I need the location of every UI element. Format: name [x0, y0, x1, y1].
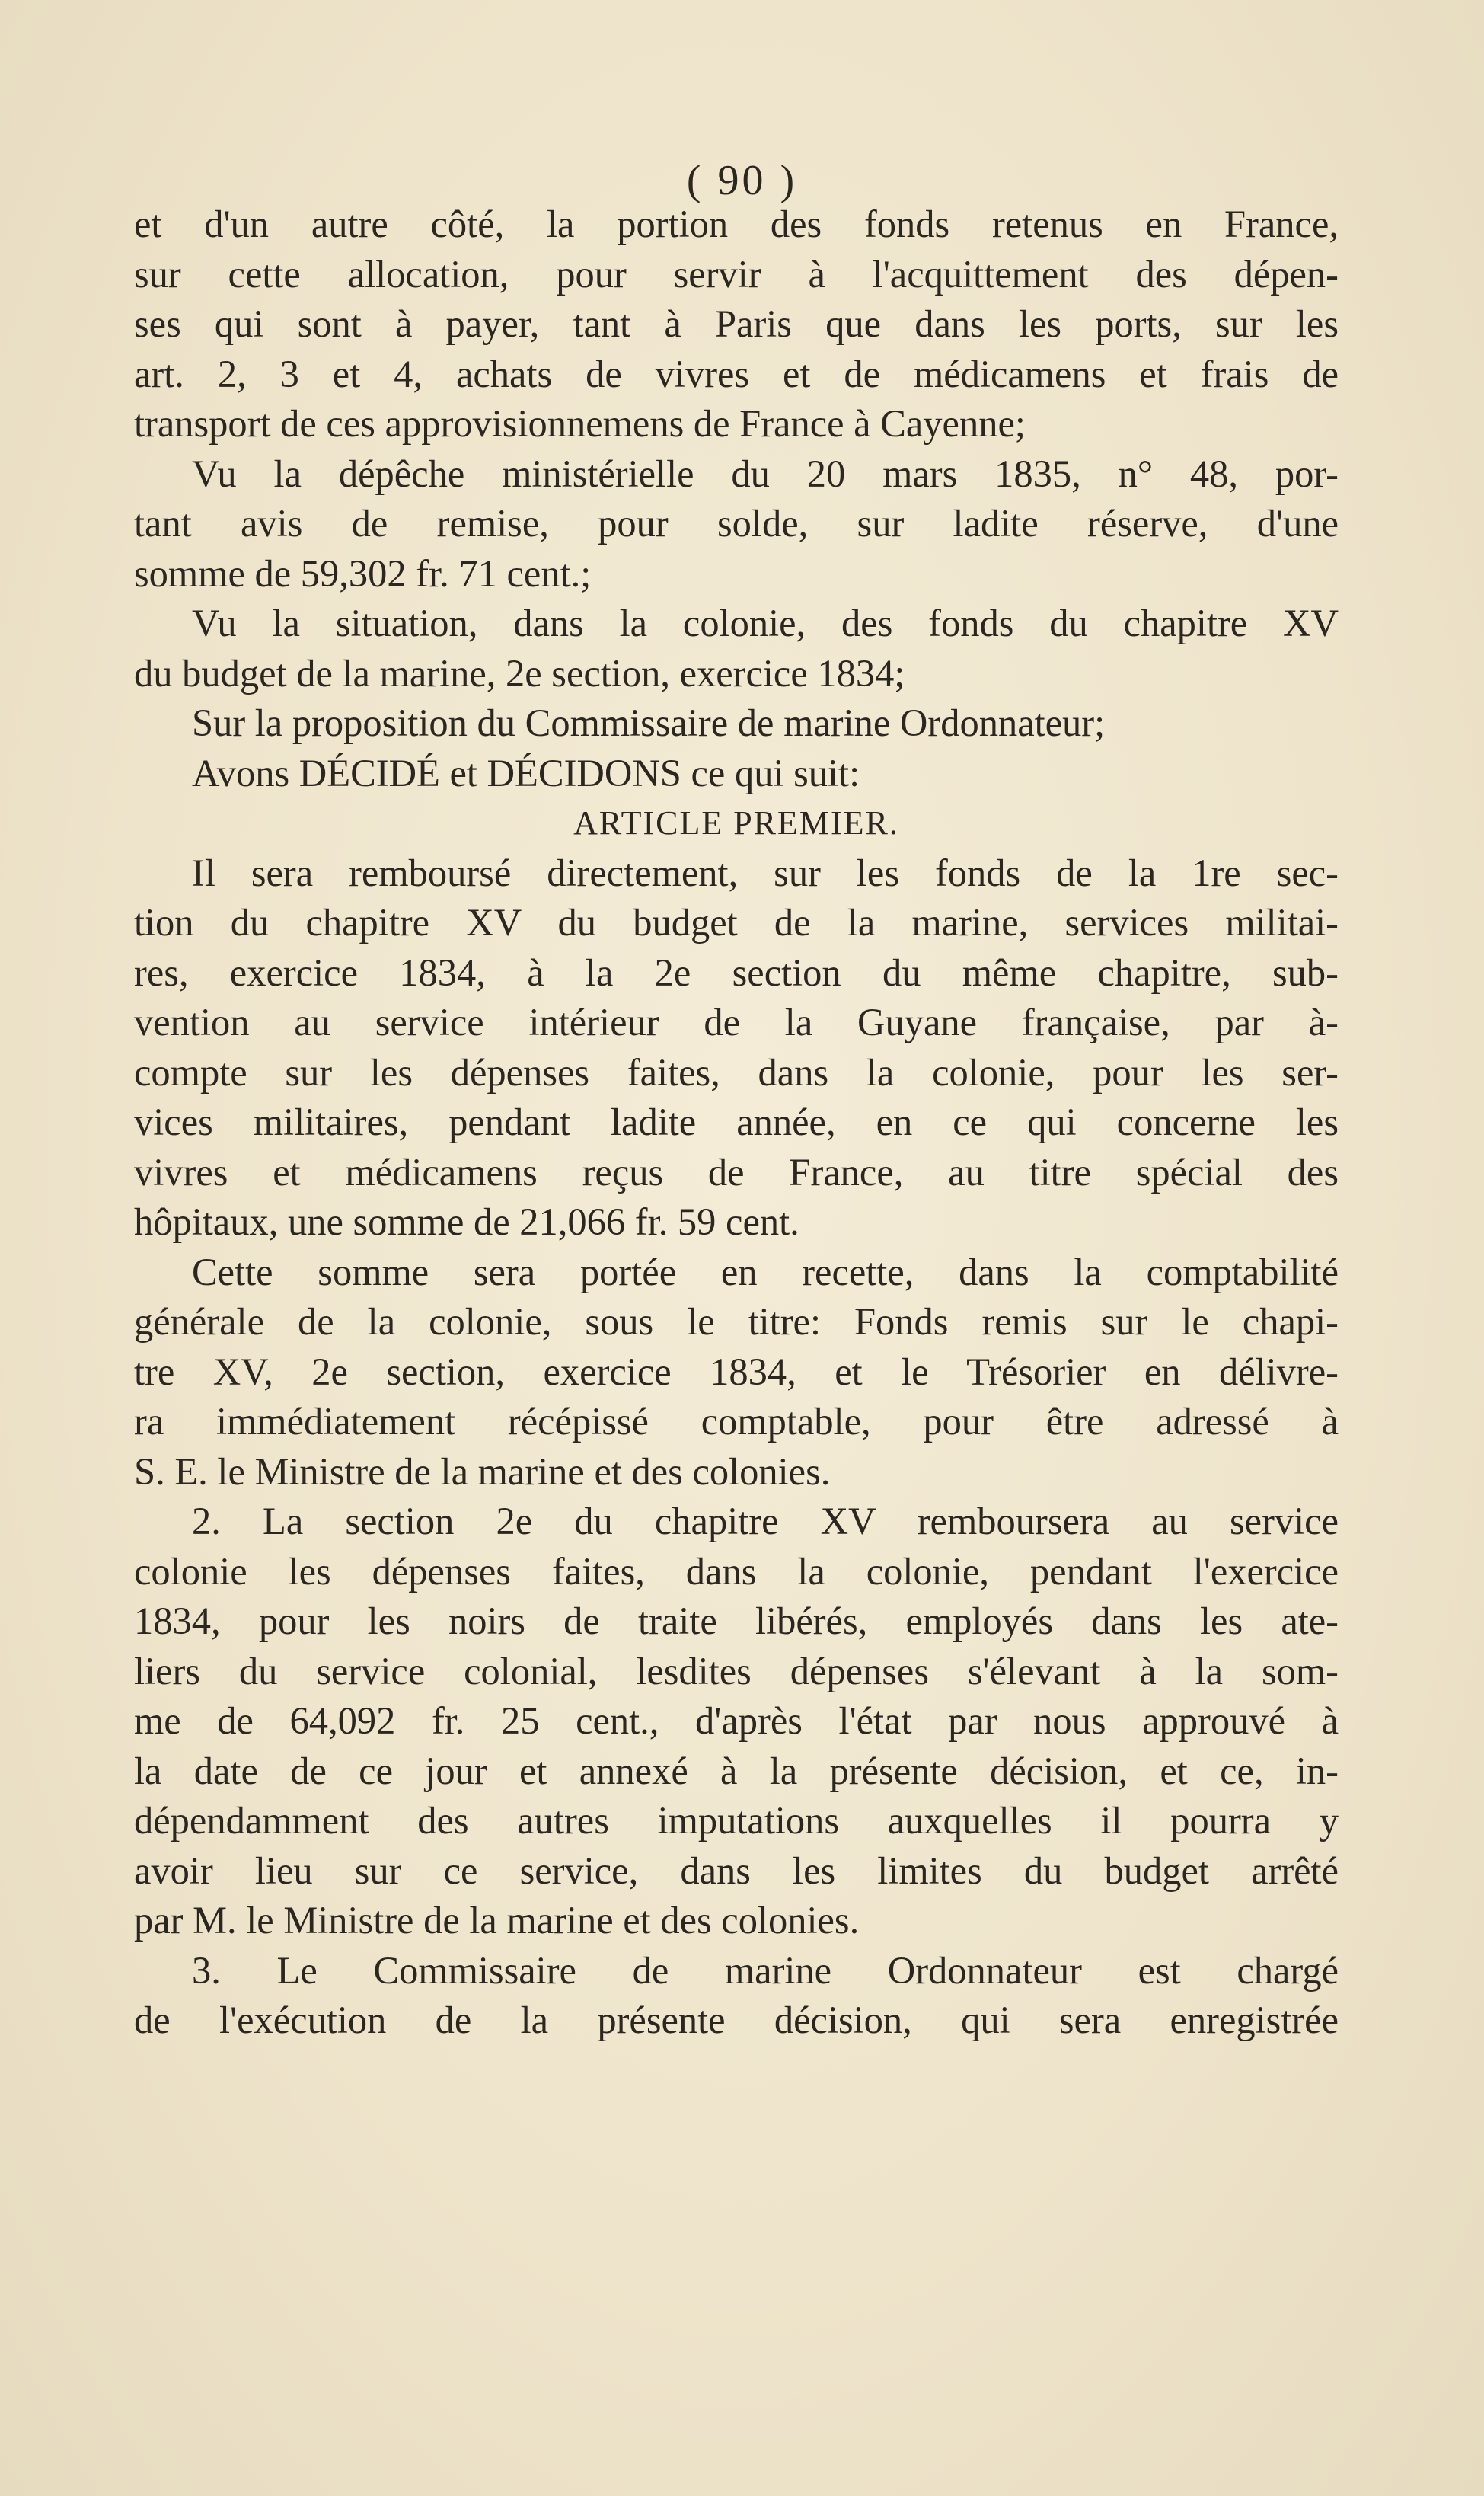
text-line: ses qui sont à payer, tant à Paris que dans les ports, sur les [134, 302, 1339, 345]
text-line: et d'un autre côté, la portion des fonds retenus en France, [134, 203, 1339, 245]
text-line: du budget de la marine, 2e section, exercice 1834; [134, 651, 905, 695]
text-line: tion du chapitre XV du budget de la marine, services militai- [134, 901, 1339, 944]
page-number: ( 90 ) [686, 157, 798, 204]
text-line: générale de la colonie, sous le titre: Fonds remis sur le chapi- [134, 1300, 1339, 1343]
text-line: avoir lieu sur ce service, dans les limites du budget arrêté [134, 1849, 1339, 1892]
text-line: liers du service colonial, lesdites dépenses s'élevant à la som- [134, 1649, 1339, 1692]
text-line: art. 2, 3 et 4, achats de vivres et de médicamens et frais de [134, 352, 1339, 395]
text-line: vices militaires, pendant ladite année, en ce qui concerne les [134, 1101, 1339, 1143]
text-line: de l'exécution de la présente décision, qui sera enregistrée [134, 1999, 1339, 2041]
text-line: S. E. le Ministre de la marine et des colonies. [134, 1449, 831, 1493]
text-line: colonie les dépenses faites, dans la colonie, pendant l'exercice [134, 1549, 1339, 1593]
body-text [134, 200, 1339, 2046]
text-line: 3. Le Commissaire de marine Ordonnateur est chargé [192, 1948, 1339, 1992]
text-line: 2. La section 2e du chapitre XV remboursera au service [192, 1500, 1339, 1542]
text-line: ra immédiatement récépissé comptable, pour être adressé à [134, 1400, 1339, 1443]
text-line: hôpitaux, une somme de 21,066 fr. 59 cent. [134, 1200, 799, 1243]
text-line: Cette somme sera portée en recette, dans la comptabilité [192, 1250, 1339, 1293]
text-line: tant avis de remise, pour solde, sur ladite réserve, d'une [134, 502, 1339, 545]
text-line: Vu la dépêche ministérielle du 20 mars 1835, n° 48, por- [192, 452, 1339, 495]
article-heading: ARTICLE PREMIER. [573, 804, 899, 842]
text-line: Il sera remboursé directement, sur les fonds de la 1re sec- [192, 851, 1339, 894]
text-line: transport de ces approvisionnemens de France à Cayenne; [134, 402, 1026, 445]
text-line: Vu la situation, dans la colonie, des fonds du chapitre XV [192, 602, 1339, 644]
text-line: vention au service intérieur de la Guyane française, par à- [134, 1001, 1339, 1043]
text-line: par M. le Ministre de la marine et des colonies. [134, 1899, 860, 1942]
text-line: Avons DÉCIDÉ et DÉCIDONS ce qui suit: [192, 751, 860, 794]
text-line: vivres et médicamens reçus de France, au titre spécial des [134, 1150, 1339, 1194]
text-line: me de 64,092 fr. 25 cent., d'après l'état par nous approuvé à [134, 1699, 1339, 1742]
text-line: compte sur les dépenses faites, dans la colonie, pour les ser- [134, 1050, 1339, 1094]
text-line: somme de 59,302 fr. 71 cent.; [134, 551, 592, 595]
text-line: res, exercice 1834, à la 2e section du même chapitre, sub- [134, 951, 1339, 994]
text-line: 1834, pour les noirs de traite libérés, employés dans les ate- [134, 1600, 1339, 1642]
text-line: Sur la proposition du Commissaire de marine Ordonnateur; [192, 702, 1106, 744]
text-line: la date de ce jour et annexé à la présente décision, et ce, in- [134, 1749, 1339, 1792]
text-line: sur cette allocation, pour servir à l'acquittement des dépen- [134, 252, 1339, 296]
text-line: dépendamment des autres imputations auxquelles il pourra y [134, 1799, 1339, 1842]
text-line: tre XV, 2e section, exercice 1834, et le Trésorier en délivre- [134, 1350, 1339, 1393]
